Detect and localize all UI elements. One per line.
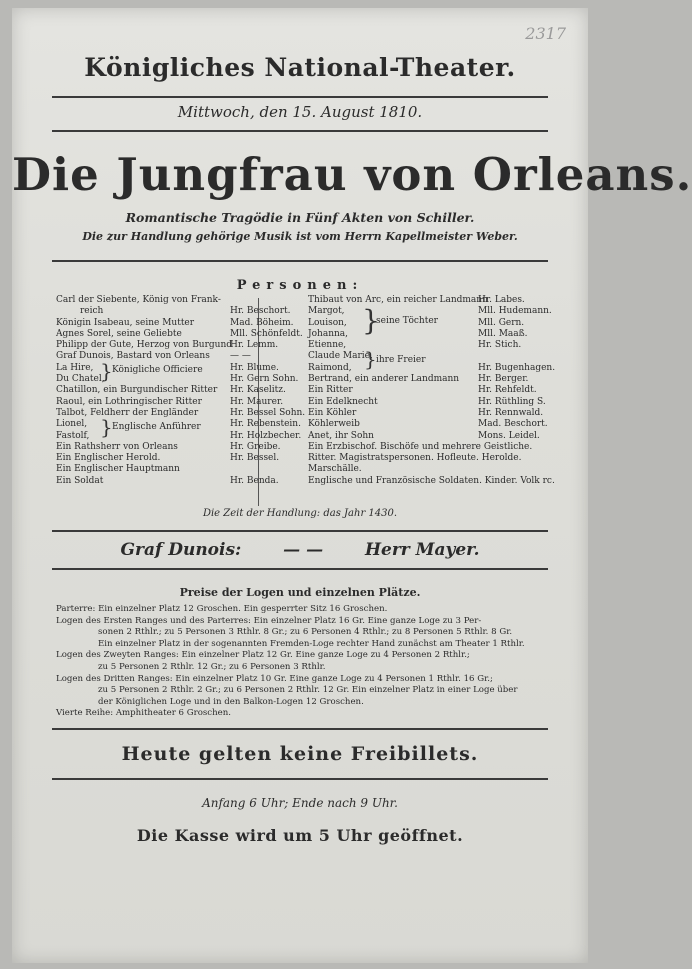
cast-actor: Hr. Labes. <box>478 295 525 305</box>
cast-role: Köhlerweib <box>308 419 360 430</box>
cast-actor: Hr. Rebenstein. <box>230 419 301 430</box>
cast-row <box>308 329 558 340</box>
cast-row <box>308 442 558 453</box>
cast-row <box>308 453 558 464</box>
cast-role: Claude Marie, <box>308 351 373 362</box>
cast-row <box>56 442 296 453</box>
cast-role: Raimond, <box>308 362 352 373</box>
cast-row <box>308 464 558 475</box>
cast-actor: Hr. Greibe. <box>230 441 281 452</box>
cast-role: Graf Dunois, Bastard von Orleans <box>56 351 210 362</box>
cast-role: Raoul, ein Lothringischer Ritter <box>56 396 202 407</box>
cast-role: Thibaut von Arc, ein reicher Landmann <box>308 295 488 305</box>
box-office-opening: Die Kasse wird um 5 Uhr geöffnet. <box>136 826 464 845</box>
cast-heading: Personen: <box>236 278 364 293</box>
play-title: Die Jungfrau von Orleans. <box>12 148 692 201</box>
price-line: Vierte Reihe: Amphitheater 6 Groschen. <box>56 708 231 719</box>
price-line: zu 5 Personen 2 Rthlr. 12 Gr.; zu 6 Personen 3 Rthlr. <box>98 661 326 672</box>
guest-bottom-rule <box>52 568 548 570</box>
cast-actor: Hr. Bugenhagen. <box>478 362 556 373</box>
cast-actor: Hr. Rennwald. <box>478 407 544 418</box>
cast-row <box>308 397 558 408</box>
cast-actor: Hr. Rehfeldt. <box>478 385 537 396</box>
no-free-tickets-notice: Heute gelten keine Freibillets. <box>121 743 479 765</box>
cast-actor: Hr. Gern Sohn. <box>230 374 299 385</box>
cast-actor: Hr. Beschort. <box>230 306 291 317</box>
cast-role: Ein Soldat <box>56 475 104 486</box>
time-of-action: Die Zeit der Handlung: das Jahr 1430. <box>202 508 398 519</box>
cast-row <box>56 385 296 396</box>
cast-actor: Hr. Kaselitz. <box>230 385 286 396</box>
date-rule <box>52 130 548 132</box>
cast-row <box>56 351 296 362</box>
cast-role: Ein Englischer Herold. <box>56 453 161 464</box>
notice-top-rule <box>52 728 548 730</box>
price-line: sonen 2 Rthlr.; zu 5 Personen 3 Rthlr. 8 Gr.; zu 6 Personen 4 Rthlr.; zu 8 Personen 5 Rthlr. 8 Gr. <box>98 627 513 638</box>
music-credit: Die zur Handlung gehörige Musik ist vom Herrn Kapellmeister Weber. <box>82 230 518 243</box>
cast-row <box>56 306 296 317</box>
cast-row <box>308 363 558 374</box>
start-end-times: Anfang 6 Uhr; Ende nach 9 Uhr. <box>202 796 398 810</box>
cast-role: Etienne, <box>308 340 347 351</box>
cast-row <box>308 476 558 487</box>
cast-actor: Mons. Leidel. <box>478 430 540 441</box>
cast-actor: Hr. Benda. <box>230 475 279 486</box>
cast-right-column <box>308 295 558 487</box>
cast-role: Du Chatel, <box>56 374 105 385</box>
price-line: Logen des Zweyten Ranges: Ein einzelner Platz 12 Gr. Eine ganze Loge zu 4 Personen 2 Rthlr.; <box>56 650 470 661</box>
price-line: Logen des Dritten Ranges: Ein einzelner Platz 10 Gr. Eine ganze Loge zu 4 Personen 1 Rthlr. 16 Gr.; <box>56 673 493 684</box>
cast-role: Carl der Siebente, König von Frank- <box>56 295 221 305</box>
cast-role: Marschälle. <box>308 464 362 475</box>
cast-row <box>56 295 296 306</box>
suitors-group-label: ihre Freier <box>376 355 426 365</box>
cast-row <box>308 419 558 430</box>
guest-role: Graf Dunois: <box>120 540 242 560</box>
cast-row <box>308 385 558 396</box>
playbill-sheet <box>12 8 692 963</box>
guest-performer <box>12 540 588 560</box>
cast-actor: Hr. Bessel. <box>230 453 280 464</box>
cast-actor: Mll. Maaß. <box>478 328 528 339</box>
cast-role: Königin Isabeau, seine Mutter <box>56 317 195 328</box>
play-subtitle: Romantische Tragödie in Fünf Akten von Schiller. <box>125 210 475 225</box>
brace-icon: } <box>364 347 377 371</box>
performance-date: Mittwoch, den 15. August 1810. <box>177 103 423 121</box>
guest-actor: Herr Mayer. <box>364 540 480 560</box>
cast-role: Louison, <box>308 317 347 328</box>
price-line: Ein einzelner Platz in der sogenannten Fremden-Loge rechter Hand zunächst am Theater 1 Rthlr. <box>98 638 525 649</box>
cast-row <box>308 374 558 385</box>
archive-pencil-mark: 2317 <box>525 24 566 43</box>
cast-row <box>308 340 558 351</box>
guest-dash: — — <box>283 540 324 560</box>
cast-row <box>308 351 558 362</box>
cast-role: Agnes Sorel, seine Geliebte <box>56 328 182 339</box>
brace-icon: } <box>362 304 380 337</box>
prices-heading: Preise der Logen und einzelnen Plätze. <box>179 586 421 599</box>
cast-row <box>56 397 296 408</box>
cast-role: Ein Rathsherr von Orleans <box>56 441 178 452</box>
leaders-group-label: Englische Anführer <box>112 422 201 432</box>
cast-role: Fastolf, <box>56 430 90 441</box>
cast-row <box>56 328 303 340</box>
cast-actor: Hr. Blume. <box>230 362 279 373</box>
cast-actor: Hr. Rüthling S. <box>478 396 546 407</box>
cast-row <box>308 408 558 419</box>
cast-role: La Hire, <box>56 362 94 373</box>
cast-actor: Mad. Beschort. <box>478 419 548 430</box>
cast-actor: Mll. Schönfeldt. <box>230 328 303 339</box>
cast-role: Margot, <box>308 306 345 317</box>
daughters-group-label: seine Töchter <box>376 316 438 326</box>
cast-role: Lionel, <box>56 419 88 430</box>
price-list <box>56 604 566 720</box>
cast-row <box>56 340 296 351</box>
cast-row <box>56 453 296 464</box>
cast-role: Chatillon, ein Burgundischer Ritter <box>56 385 218 396</box>
cast-actor: Mll. Gern. <box>478 317 525 328</box>
cast-row <box>56 407 306 419</box>
cast-role: Ein Edelknecht <box>308 396 378 407</box>
cast-row <box>56 318 296 329</box>
cast-role: reich <box>80 306 104 317</box>
cast-role: Talbot, Feldherr der Engländer <box>56 407 199 418</box>
cast-role: Ein Ritter <box>308 385 353 396</box>
price-line: zu 5 Personen 2 Rthlr. 2 Gr.; zu 6 Personen 2 Rthlr. 12 Gr. Ein einzelner Platz in einer Loge über <box>98 685 518 696</box>
cast-role: Englische und Französische Soldaten. Kinder. Volk rc. <box>308 475 555 486</box>
cast-rule <box>52 260 548 262</box>
theatre-name: Königliches National-Theater. <box>84 53 516 82</box>
cast-actor: Hr. Lemm. <box>230 340 279 351</box>
cast-row <box>308 295 558 306</box>
header-rule <box>52 96 548 98</box>
cast-row <box>56 464 296 475</box>
officers-group-label: Königliche Officiere <box>112 365 203 375</box>
cast-row <box>308 431 558 442</box>
cast-actor: Mad. Böheim. <box>230 317 294 328</box>
cast-role: Ein Erzbischof. Bischöfe und mehrere Geistliche. <box>308 441 533 452</box>
cast-left-column <box>56 295 306 487</box>
cast-role: Ein Englischer Hauptmann <box>56 464 180 475</box>
cast-role: Johanna, <box>308 328 349 339</box>
brace-icon: } <box>100 359 113 383</box>
cast-role: Philipp der Gute, Herzog von Burgund <box>56 340 233 351</box>
guest-top-rule <box>52 530 548 532</box>
notice-bottom-rule <box>52 778 548 780</box>
cast-actor: Mll. Hudemann. <box>478 306 552 317</box>
cast-actor: Hr. Holzbecher. <box>230 430 302 441</box>
price-line: der Königlichen Loge und in den Balkon-Logen 12 Groschen. <box>98 696 364 707</box>
cast-actor: Hr. Maurer. <box>230 396 284 407</box>
cast-row <box>56 476 296 487</box>
cast-actor: — — <box>230 351 251 362</box>
cast-role: Anet, ihr Sohn <box>308 430 374 441</box>
cast-actor: Hr. Berger. <box>478 374 529 385</box>
brace-icon: } <box>100 415 113 439</box>
cast-actor: Hr. Bessel Sohn. <box>230 407 306 418</box>
cast-role: Ritter. Magistratspersonen. Hofleute. Herolde. <box>308 453 522 464</box>
price-line: Parterre: Ein einzelner Platz 12 Groschen. Ein gesperrter Sitz 16 Groschen. <box>56 604 388 614</box>
cast-role: Ein Köhler <box>308 407 357 418</box>
cast-role: Bertrand, ein anderer Landmann <box>308 374 460 385</box>
cast-actor: Hr. Stich. <box>478 340 522 351</box>
price-line: Logen des Ersten Ranges und des Parterres: Ein einzelner Platz 16 Gr. Eine ganze Loge zu 3 Per- <box>56 615 482 626</box>
